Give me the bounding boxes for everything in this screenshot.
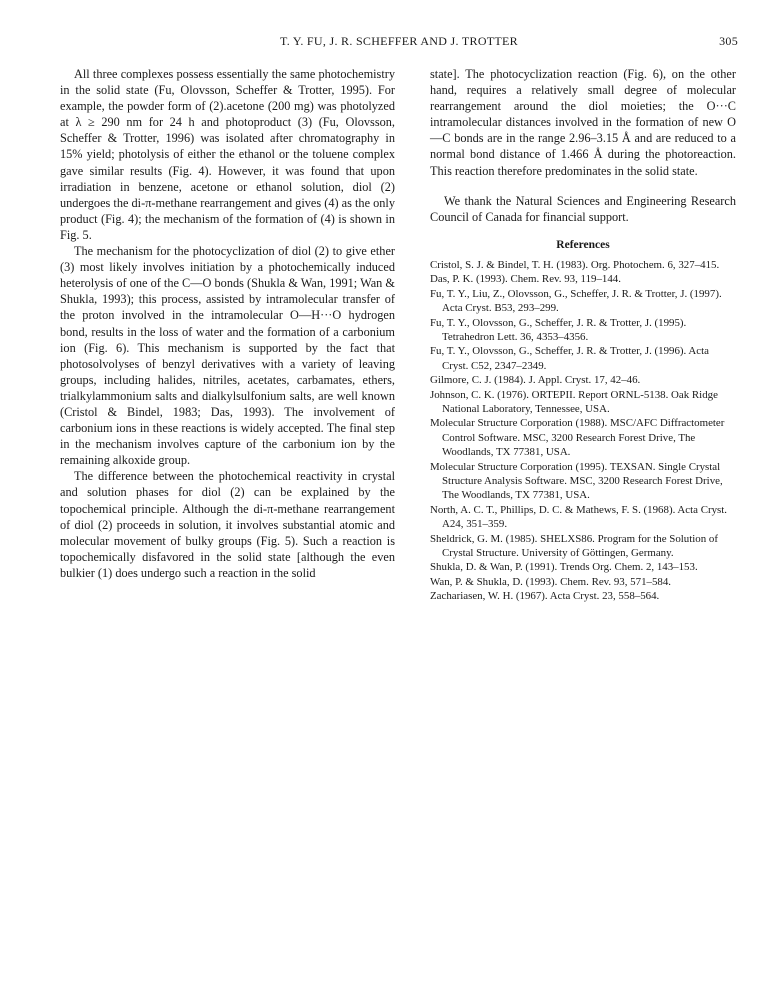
reference-item: Cristol, S. J. & Bindel, T. H. (1983). Org. Photochem. 6, 327–415. bbox=[430, 258, 720, 271]
body-paragraph: The difference between the photochemical reactivity in crystal and solution phases for diol (2) can be explained by the topochemical principle. Although the di-π-methane rearrangement of diol (2) proceeds in solution, it involves substantial atomic and molecular movement of bulky groups (Fig. 5). Such a reaction is topochemically disfavored in the solid state [although the even bulkier (1) does undergo such a reaction in the solid bbox=[60, 469, 395, 580]
page-header bbox=[60, 34, 738, 50]
reference-item: Molecular Structure Corporation (1988). MSC/AFC Diffractometer Control Software. MSC, 3200 Research Forest Drive, The Woodlands, TX 77381, USA. bbox=[430, 417, 725, 459]
reference-item: Gilmore, C. J. (1984). J. Appl. Cryst. 17, 42–46. bbox=[430, 374, 641, 387]
running-head: T. Y. FU, J. R. SCHEFFER AND J. TROTTER bbox=[280, 34, 518, 48]
reference-item: Molecular Structure Corporation (1995). TEXSAN. Single Crystal Structure Analysis Software. MSC, 3200 Research Forest Drive, The Woodlands, TX 77381, USA. bbox=[430, 460, 723, 502]
reference-item: Fu, T. Y., Olovsson, G., Scheffer, J. R. & Trotter, J. (1996). Acta Cryst. C52, 2347–2349. bbox=[430, 345, 709, 372]
reference-item: Sheldrick, G. M. (1985). SHELXS86. Program for the Solution of Crystal Structure. University of Göttingen, Germany. bbox=[430, 532, 718, 560]
reference-item: Johnson, C. K. (1976). ORTEPII. Report ORNL-5138. Oak Ridge National Laboratory, Tennessee, USA. bbox=[430, 388, 718, 415]
body-paragraph: The mechanism for the photocyclization of diol (2) to give ether (3) most likely involves initiation by a photochemically induced heterolysis of one of the C—O bonds (Shukla & Wan, 1991; Wan & Shukla, 1993); this process, assisted by intramolecular transfer of the proton involved in the intramolecular O—H···O hydrogen bond, results in the loss of water and the formation of a carbonium ion (Fig. 6). This mechanism is supported by the fact that photosolvolyses of benzyl derivatives with a variety of leaving groups, including halides, nitriles, acetates, carbamates, ethers, trialkylammonium salts and dialkylsulfonium salts, are well known (Cristol & Bindel, 1983; Das, 1993). The involvement of carbonium ions in these reactions is widely accepted. The final step in the mechanism involves capture of the carbonium ion by the remaining alkoxide group. bbox=[60, 244, 395, 468]
reference-list bbox=[430, 258, 736, 604]
body-paragraph-continued: state]. The photocyclization reaction (Fig. 6), on the other hand, requires a relatively small degree of molecular rearrangement around the diol moieties; the O···C intramolecular distances involved in the formation of new O—C bonds are in the range 2.96–3.15 Å and are reduced to a normal bond distance of 1.466 Å during the photoreaction. This reaction therefore predominates in the solid state. bbox=[430, 67, 736, 178]
left-column bbox=[60, 66, 395, 581]
reference-item: Wan, P. & Shukla, D. (1993). Chem. Rev. 93, 571–584. bbox=[430, 575, 672, 588]
reference-item: Das, P. K. (1993). Chem. Rev. 93, 119–144. bbox=[430, 273, 621, 286]
page-number: 305 bbox=[719, 34, 738, 48]
reference-item: Shukla, D. & Wan, P. (1991). Trends Org. Chem. 2, 143–153. bbox=[430, 561, 698, 574]
references-heading: References bbox=[556, 238, 610, 251]
acknowledgement: We thank the Natural Sciences and Engineering Research Council of Canada for financial support. bbox=[430, 193, 736, 224]
reference-item: Fu, T. Y., Liu, Z., Olovsson, G., Scheffer, J. R. & Trotter, J. (1997). Acta Cryst. B53, 293–299. bbox=[430, 287, 722, 315]
right-column bbox=[430, 66, 736, 604]
body-paragraph: All three complexes possess essentially the same photochemistry in the solid state (Fu, Olovsson, Scheffer & Trotter, 1995). For example, the powder form of (2).acetone (200 mg) was photolyzed at λ ≥ 290 nm for 24 h and photoproduct (3) (Fu, Olovsson, Scheffer & Trotter, 1996) was isolated after chromatography in 15% yield; photolysis of either the ethanol or the toluene complex gave similar results (Fig. 4). However, it was found that upon irradiation in benzene, acetone or ethanol solution, diol (2) undergoes the di-π-methane rearrangement and gives (4) as the only product (Fig. 4); the mechanism of the formation of (4) is shown in Fig. 5. bbox=[60, 67, 395, 242]
reference-item: Fu, T. Y., Olovsson, G., Scheffer, J. R. & Trotter, J. (1995). Tetrahedron Lett. 36, 4353–4356. bbox=[430, 316, 687, 343]
reference-item: North, A. C. T., Phillips, D. C. & Mathews, F. S. (1968). Acta Cryst. A24, 351–359. bbox=[430, 503, 728, 531]
reference-item: Zachariasen, W. H. (1967). Acta Cryst. 23, 558–564. bbox=[430, 590, 660, 603]
